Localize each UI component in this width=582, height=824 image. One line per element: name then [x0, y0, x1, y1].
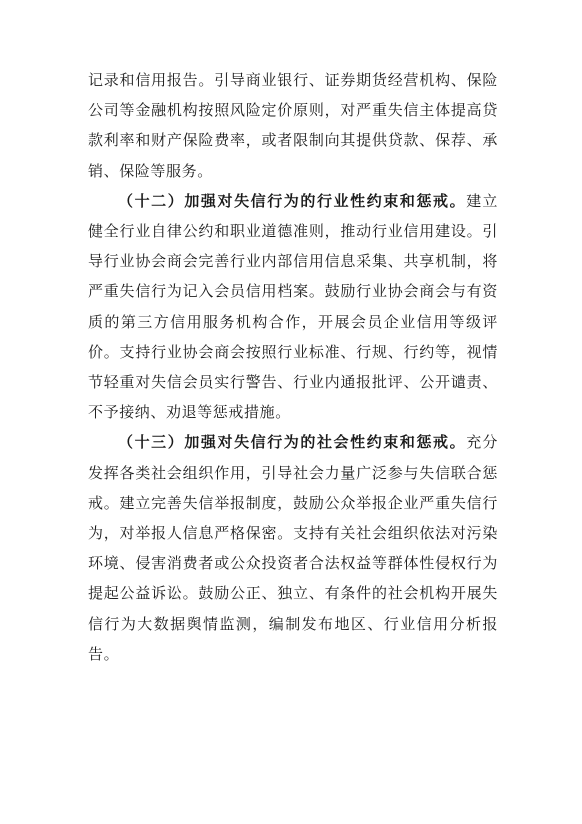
paragraph-text: 建立健全行业自律公约和职业道德准则，推动行业信用建设。引导行业协会商会完善行业内部信用信息采集、共享机制，将严重失信行为记入会员信用档案。鼓励行业协会商会与有资质的第三方信用服务机构合作，开展会员企业信用等级评价。支持行业协会商会按照行业标准、行规、行约等，视情节轻重对失信会员实行警告、行业内通报批评、公开谴责、不予接纳、劝退等惩戒措施。: [88, 191, 498, 422]
paragraph-continuation: [88, 65, 498, 186]
paragraph-text: 充分发挥各类社会组织作用，引导社会力量广泛参与失信联合惩戒。建立完善失信举报制度，鼓励公众举报企业严重失信行为，对举报人信息严格保密。支持有关社会组织依法对污染环境、侵害消费者或公众投资者合法权益等群体性侵权行为提起公益诉讼。鼓励公正、独立、有条件的社会机构开展失信行为大数据舆情监测，编制发布地区、行业信用分析报告。: [88, 433, 498, 663]
section-heading-13: （十三）加强对失信行为的社会性约束和惩戒。: [118, 433, 467, 452]
paragraph-text: 记录和信用报告。引导商业银行、证券期货经营机构、保险公司等金融机构按照风险定价原则，对严重失信主体提高贷款利率和财产保险费率，或者限制向其提供贷款、保荐、承销、保险等服务。: [88, 71, 498, 180]
section-heading-12: （十二）加强对失信行为的行业性约束和惩戒。: [118, 191, 467, 210]
paragraph-section-12: [88, 186, 498, 428]
document-body: [88, 65, 498, 669]
paragraph-section-13: [88, 427, 498, 669]
